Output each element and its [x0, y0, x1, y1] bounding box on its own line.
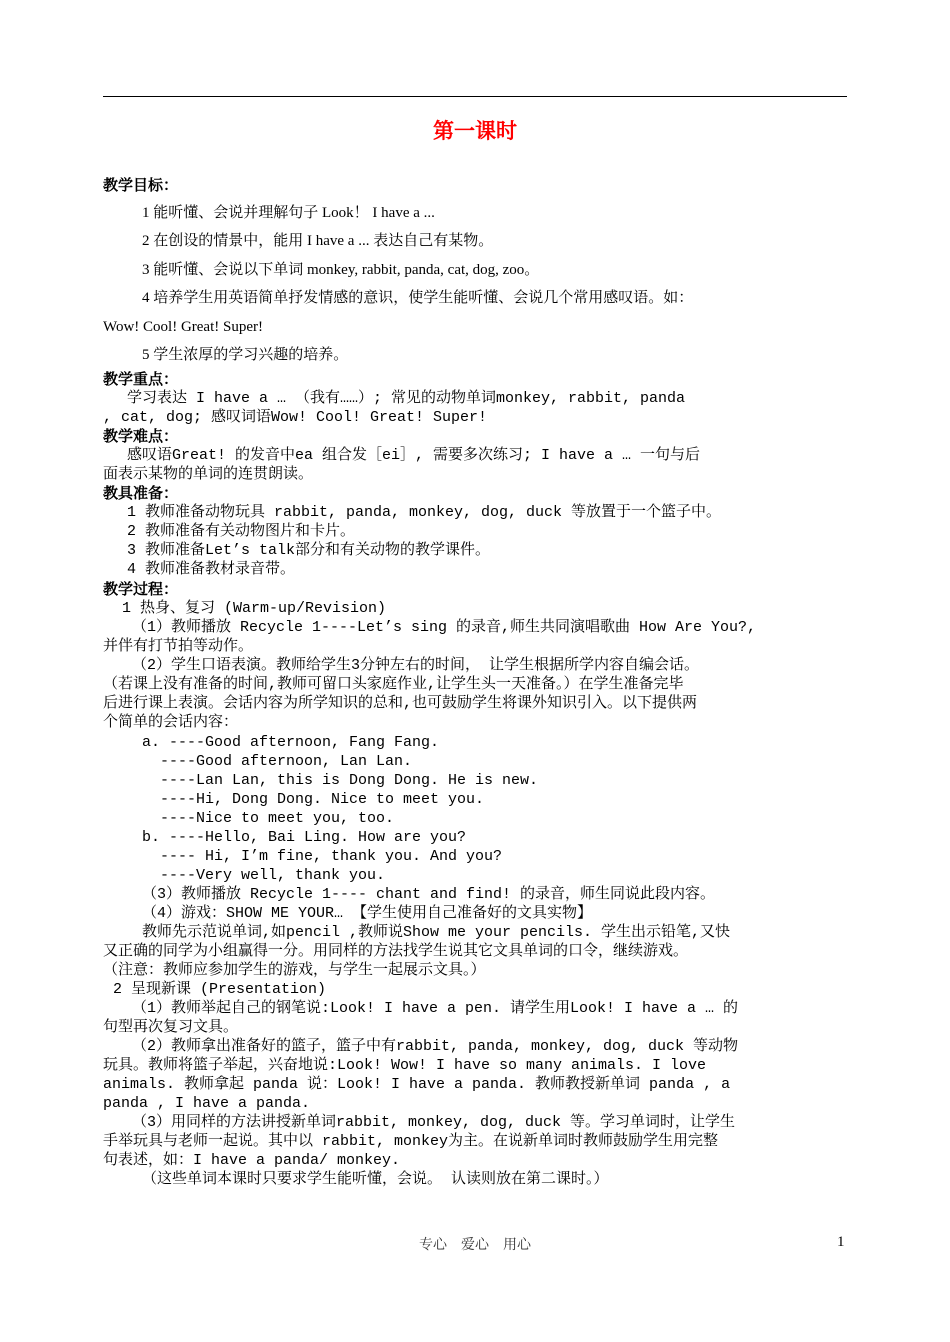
- difficulties-line: 感叹语Great! 的发音中ea 组合发［ei］, 需要多次练习; I have a … 一句与后: [103, 447, 701, 464]
- presentation-1-line: （1）教师举起自己的钢笔说:Look! I have a pen. 请学生用Look! I have a … 的: [132, 1000, 739, 1017]
- dialog-b-line: ----Very well, thank you.: [160, 867, 386, 884]
- presentation-1-line: 句型再次复习文具。: [103, 1019, 239, 1036]
- difficulties-text: [103, 446, 847, 484]
- page-title: 第一课时: [433, 119, 517, 143]
- presentation-2-line: panda , I have a panda.: [103, 1095, 311, 1112]
- presentation-3-line: 手举玩具与老师一起说。其中以 rabbit, monkey为主。在说新单词时教师鼓励学生用完整: [103, 1133, 719, 1150]
- section-presentation-title: 2 呈现新课 (Presentation): [113, 981, 327, 998]
- materials-item: 3 教师准备Let’s talk部分和有关动物的教学课件。: [103, 542, 491, 559]
- presentation-2-line: （2）教师拿出准备好的篮子，篮子中有rabbit, panda, monkey, dog, duck 等动物: [132, 1038, 739, 1055]
- objective-2: 2 在创设的情景中，能用 I have a ... 表达自己有某物。: [142, 233, 494, 249]
- dialog-a-line: ----Good afternoon, Lan Lan.: [160, 753, 413, 770]
- presentation-3-line: 句表述，如：I have a panda/ monkey.: [103, 1152, 401, 1169]
- objective-4-cont: Wow! Cool! Great! Super!: [103, 319, 263, 335]
- key-points-line: , cat, dog; 感叹词语Wow! Cool! Great! Super!: [103, 409, 488, 426]
- header-rule: [103, 96, 847, 97]
- step-1-line: （1）教师播放 Recycle 1----Let’s sing 的录音,师生共同演唱歌曲 How Are You?,: [132, 619, 757, 636]
- step-1-line: 并伴有打节拍等动作。: [103, 638, 254, 655]
- objectives-heading: 教学目标：: [103, 176, 179, 194]
- dialog-a-line: ----Lan Lan, this is Dong Dong. He is new.: [160, 772, 539, 789]
- game-line: （注意：教师应参加学生的游戏，与学生一起展示文具。）: [103, 962, 486, 979]
- step-2-line: 个简单的会话内容：: [103, 714, 239, 731]
- section-warmup-title: 1 热身、复习 (Warm-up/Revision): [122, 600, 387, 617]
- step-4-line: （4）游戏：SHOW ME YOUR… 【学生使用自己准备好的文具实物】: [142, 905, 593, 922]
- game-line: 教师先示范说单词,如pencil ,教师说Show me your pencils. 学生出示铅笔,又快: [142, 924, 731, 941]
- presentation-3-line: （3）用同样的方法讲授新单词rabbit, monkey, dog, duck 等。学习单词时，让学生: [132, 1114, 736, 1131]
- materials-list: [103, 503, 847, 579]
- difficulties-line: 面表示某物的单词的连贯朗读。: [103, 466, 314, 483]
- step-3-line: （3）教师播放 Recycle 1---- chant and find! 的录音，师生同说此段内容。: [142, 886, 716, 903]
- dialog-b-line: ---- Hi, I’m fine, thank you. And you?: [160, 848, 503, 865]
- objective-4: 4 培养学生用英语简单抒发情感的意识，使学生能听懂、会说几个常用感叹语。如：: [142, 290, 694, 306]
- difficulties-heading: 教学难点：: [103, 427, 179, 445]
- key-points-line: 学习表达 I have a … （我有……）; 常见的动物单词monkey, rabbit, panda: [103, 390, 686, 407]
- presentation-2-line: animals. 教师拿起 panda 说：Look! I have a panda. 教师教授新单词 panda , a: [103, 1076, 731, 1093]
- objective-1: 1 能听懂、会说并理解句子 Look！ I have a ...: [142, 205, 435, 221]
- dialog-a-line: a. ----Good afternoon, Fang Fang.: [142, 734, 440, 751]
- dialog-b-line: b. ----Hello, Bai Ling. How are you?: [142, 829, 467, 846]
- process-heading: 教学过程：: [103, 580, 179, 598]
- objective-5: 5 学生浓厚的学习兴趣的培养。: [142, 347, 349, 363]
- step-2-line: 后进行课上表演。会话内容为所学知识的总和,也可鼓励学生将课外知识引入。以下提供两: [103, 695, 698, 712]
- game-line: 又正确的同学为小组赢得一分。用同样的方法找学生说其它文具单词的口令，继续游戏。: [103, 943, 689, 960]
- objective-3: 3 能听懂、会说以下单词 monkey, rabbit, panda, cat, dog, zoo。: [142, 262, 540, 278]
- materials-heading: 教具准备：: [103, 484, 179, 502]
- presentation-2-line: 玩具。教师将篮子举起，兴奋地说:Look! Wow! I have so many animals. I love: [103, 1057, 707, 1074]
- footer-motto: 专心 爱心 用心: [419, 1237, 531, 1253]
- key-points-heading: 教学重点：: [103, 370, 179, 388]
- dialog-a-line: ----Nice to meet you, too.: [160, 810, 395, 827]
- presentation-note: （这些单词本课时只要求学生能听懂，会说。 认读则放在第二课时。）: [142, 1171, 609, 1188]
- materials-item: 2 教师准备有关动物图片和卡片。: [103, 523, 356, 540]
- key-points-text: [103, 389, 847, 427]
- dialog-a-line: ----Hi, Dong Dong. Nice to meet you.: [160, 791, 485, 808]
- page-number: 1: [837, 1234, 845, 1250]
- step-2-line: （若课上没有准备的时间,教师可留口头家庭作业,让学生头一天准备。）在学生准备完毕: [103, 676, 684, 693]
- materials-item: 1 教师准备动物玩具 rabbit, panda, monkey, dog, duck 等放置于一个篮子中。: [103, 504, 722, 521]
- step-2-line: （2）学生口语表演。教师给学生3分钟左右的时间， 让学生根据所学内容自编会话。: [132, 657, 700, 674]
- materials-item: 4 教师准备教材录音带。: [103, 561, 296, 578]
